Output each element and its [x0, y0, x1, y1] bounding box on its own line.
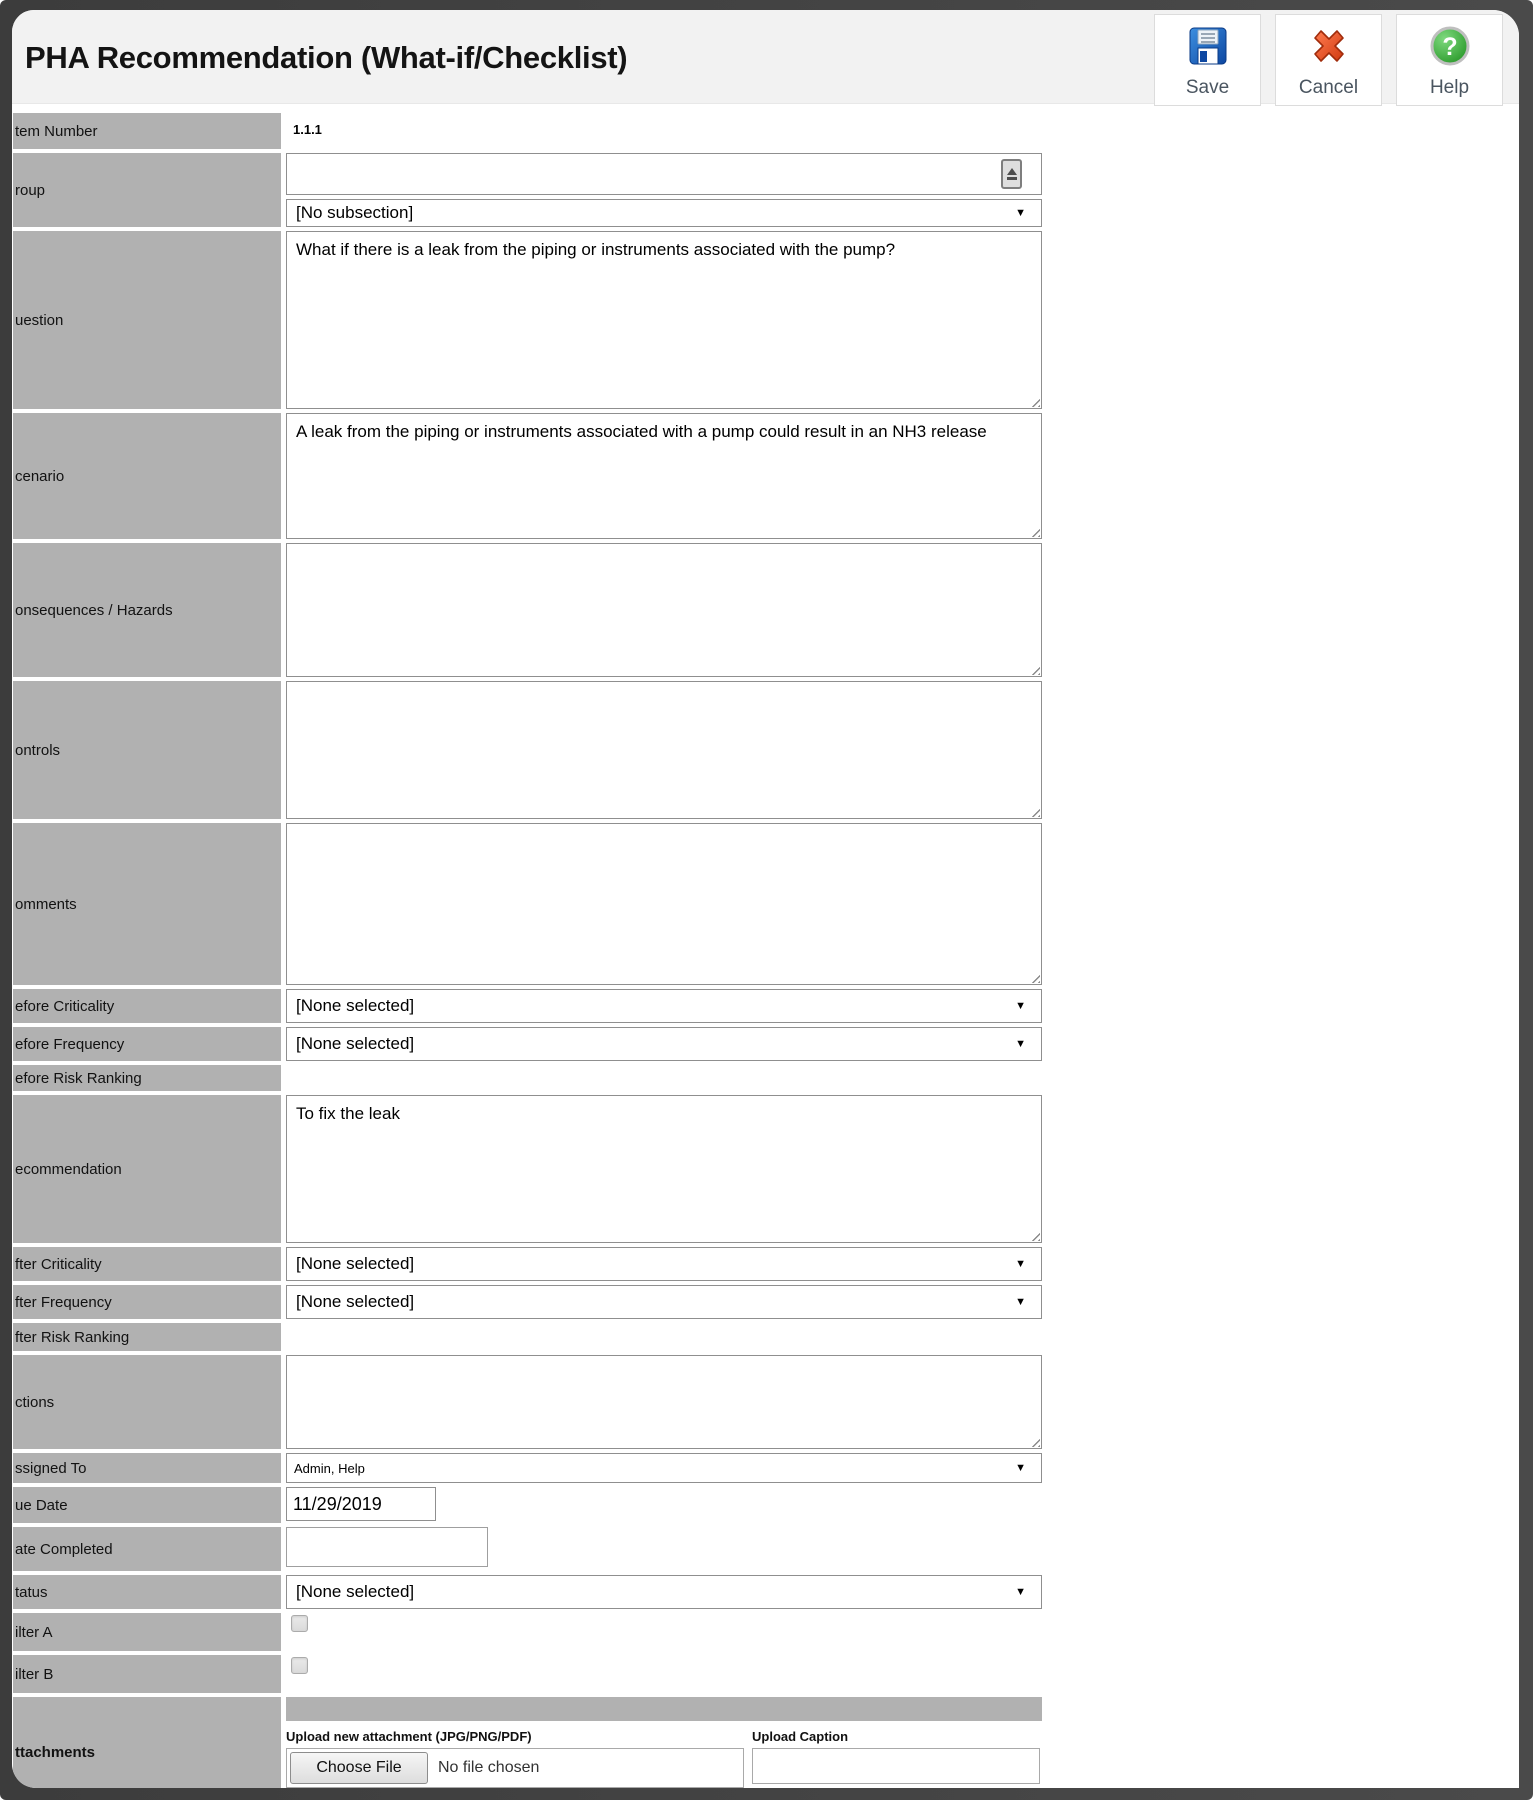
comments-label: omments [13, 823, 281, 985]
after-frequency-select[interactable] [286, 1285, 1042, 1319]
group-picker-icon[interactable] [1001, 159, 1022, 189]
file-input[interactable] [286, 1748, 744, 1788]
question-label: uestion [13, 231, 281, 409]
before-risk-ranking-label: efore Risk Ranking [13, 1065, 281, 1091]
row-controls [13, 681, 1519, 819]
chevron-down-icon: ▼ [1015, 1000, 1026, 1012]
row-group [13, 153, 1519, 227]
bar-glyph [1007, 177, 1017, 180]
row-before-frequency [13, 1027, 1519, 1061]
upload-caption-label: Upload Caption [752, 1729, 849, 1744]
choose-file-button[interactable]: Choose File [290, 1752, 428, 1784]
save-button-label: Save [1185, 77, 1230, 98]
attachments-list-bar [286, 1697, 1042, 1721]
filter-b-checkbox[interactable] [291, 1657, 308, 1674]
upload-attachment-label: Upload new attachment (JPG/PNG/PDF) [286, 1729, 532, 1744]
consequences-label: onsequences / Hazards [13, 543, 281, 677]
assigned-to-label: ssigned To [13, 1453, 281, 1483]
group-label: roup [13, 153, 281, 227]
chevron-down-icon: ▼ [1015, 1586, 1026, 1598]
chevron-down-icon: ▼ [1015, 1038, 1026, 1050]
assigned-to-select[interactable] [286, 1453, 1042, 1483]
upload-caption-input[interactable] [752, 1748, 1040, 1784]
attachments-label: ttachments [13, 1697, 281, 1788]
row-attachments [13, 1697, 1519, 1788]
row-before-risk-ranking [13, 1065, 1519, 1091]
date-completed-input[interactable] [286, 1527, 488, 1567]
help-question-icon [1428, 24, 1472, 73]
item-number-value: 1.1.1 [293, 122, 322, 137]
controls-label: ontrols [13, 681, 281, 819]
before-frequency-select[interactable] [286, 1027, 1042, 1061]
row-after-risk-ranking [13, 1323, 1519, 1351]
cancel-x-icon [1307, 24, 1351, 73]
dialog-header [12, 10, 1519, 104]
group-subsection-value: [No subsection] [296, 203, 414, 222]
chevron-down-icon: ▼ [1015, 1462, 1026, 1474]
filter-b-label: ilter B [13, 1655, 281, 1693]
chevron-down-icon: ▼ [1015, 1296, 1026, 1308]
toolbar [1154, 14, 1503, 106]
recommendation-textarea[interactable] [286, 1095, 1042, 1243]
page-title: PHA Recommendation (What-if/Checklist) [25, 40, 628, 75]
before-risk-ranking-value [286, 1065, 1042, 1091]
status-label: tatus [13, 1575, 281, 1609]
after-frequency-label: fter Frequency [13, 1285, 281, 1319]
row-status [13, 1575, 1519, 1609]
chevron-down-icon: ▼ [1015, 1258, 1026, 1270]
row-item-number [13, 113, 1519, 149]
row-date-completed [13, 1527, 1519, 1571]
before-criticality-value: [None selected] [296, 996, 415, 1015]
after-criticality-value: [None selected] [296, 1254, 415, 1273]
after-criticality-label: fter Criticality [13, 1247, 281, 1281]
help-button[interactable] [1396, 14, 1503, 106]
question-textarea[interactable] [286, 231, 1042, 409]
row-consequences [13, 543, 1519, 677]
due-date-input[interactable] [286, 1487, 436, 1521]
after-risk-ranking-label: fter Risk Ranking [13, 1323, 281, 1351]
before-criticality-select[interactable] [286, 989, 1042, 1023]
scenario-label: cenario [13, 413, 281, 539]
recommendation-label: ecommendation [13, 1095, 281, 1243]
comments-textarea[interactable] [286, 823, 1042, 985]
row-after-criticality [13, 1247, 1519, 1281]
row-after-frequency [13, 1285, 1519, 1319]
row-comments [13, 823, 1519, 985]
before-frequency-value: [None selected] [296, 1034, 415, 1053]
actions-textarea[interactable] [286, 1355, 1042, 1449]
dialog-window [12, 10, 1519, 1788]
filter-a-label: ilter A [13, 1613, 281, 1651]
row-question [13, 231, 1519, 409]
after-risk-ranking-value [286, 1323, 1042, 1351]
group-input[interactable] [286, 153, 1042, 195]
date-completed-label: ate Completed [13, 1527, 281, 1571]
svg-text:?: ? [1441, 33, 1458, 61]
controls-textarea[interactable] [286, 681, 1042, 819]
pha-form [12, 104, 1519, 1788]
scenario-textarea[interactable] [286, 413, 1042, 539]
status-select[interactable] [286, 1575, 1042, 1609]
row-recommendation [13, 1095, 1519, 1243]
group-subsection-select[interactable] [286, 199, 1042, 227]
save-floppy-icon [1186, 24, 1230, 73]
actions-label: ctions [13, 1355, 281, 1449]
row-due-date [13, 1487, 1519, 1523]
after-criticality-select[interactable] [286, 1247, 1042, 1281]
help-button-label: Help [1429, 77, 1470, 98]
cancel-button-label: Cancel [1298, 77, 1359, 98]
chevron-down-icon: ▼ [1015, 207, 1026, 219]
row-assigned-to [13, 1453, 1519, 1483]
after-frequency-value: [None selected] [296, 1292, 415, 1311]
row-filter-a [13, 1613, 1519, 1651]
no-file-chosen-text: No file chosen [438, 1759, 540, 1776]
row-filter-b [13, 1655, 1519, 1693]
before-frequency-label: efore Frequency [13, 1027, 281, 1061]
cancel-button[interactable] [1275, 14, 1382, 106]
filter-a-checkbox[interactable] [291, 1615, 308, 1632]
due-date-label: ue Date [13, 1487, 281, 1523]
row-scenario [13, 413, 1519, 539]
row-before-criticality [13, 989, 1519, 1023]
assigned-to-value: Admin, Help [294, 1460, 365, 1476]
up-arrow-icon [1007, 168, 1017, 175]
before-criticality-label: efore Criticality [13, 989, 281, 1023]
row-actions [13, 1355, 1519, 1449]
status-value: [None selected] [296, 1582, 415, 1601]
consequences-textarea[interactable] [286, 543, 1042, 677]
item-number-label: tem Number [13, 113, 281, 149]
save-button[interactable] [1154, 14, 1261, 106]
